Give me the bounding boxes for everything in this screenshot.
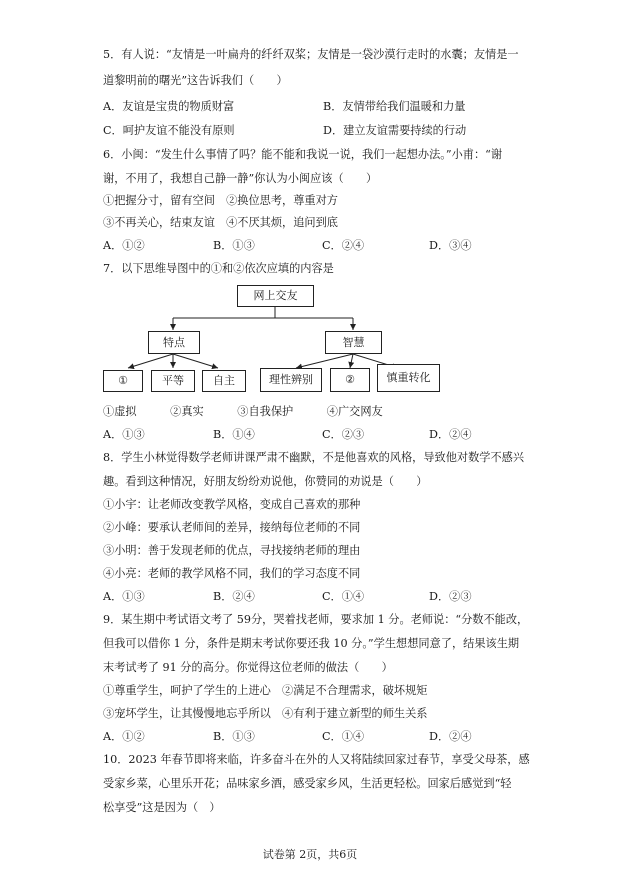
q8-line-2: 趣。看到这种情况，好朋友纷纷劝说他，你赞同的劝说是（ ） bbox=[103, 475, 428, 488]
q7-option-a: A．①③ bbox=[103, 428, 145, 441]
mindmap-blank-2: ② bbox=[330, 368, 370, 392]
q9-line-1: 9．某生期中考试语文考了 59分，哭着找老师，要求加 1 分。老师说：“分数不能改， bbox=[103, 613, 529, 626]
q6-option-b: B．①③ bbox=[213, 239, 255, 252]
q7-line-1: 7．以下思维导图中的①和②依次应填的内容是 bbox=[103, 262, 334, 275]
mindmap-equality: 平等 bbox=[151, 370, 195, 392]
arrow-to-left-child-3 bbox=[173, 354, 218, 368]
arrow-to-right-child-2 bbox=[350, 354, 353, 368]
mindmap-root: 网上交友 bbox=[237, 285, 314, 307]
q6-line-1: 6．小闽：“发生什么事情了吗？能不能和我说一说，我们一起想办法。”小甫：“谢 bbox=[103, 148, 503, 161]
q5-option-c: C．呵护友谊不能没有原则 bbox=[103, 124, 235, 137]
q8-statement-1: ①小宇：让老师改变教学风格，变成自己喜欢的那种 bbox=[103, 498, 361, 511]
q5-line-2: 道黎明前的曙光”这告诉我们（ ） bbox=[103, 74, 288, 87]
q5-line-1: 5．有人说：“友情是一叶扁舟的纤纤双桨；友情是一袋沙漠行走时的水囊；友情是一 bbox=[103, 48, 519, 61]
q9-option-c: C．①④ bbox=[322, 730, 365, 743]
q5-option-d: D．建立友谊需要持续的行动 bbox=[323, 124, 467, 137]
q7-option-d: D．②④ bbox=[429, 428, 472, 441]
q6-statement-3-4: ③不再关心，结束友谊 ④不厌其烦，追问到底 bbox=[103, 216, 338, 229]
q7-choices-line: ①虚拟 ②真实 ③自我保护 ④广交网友 bbox=[103, 405, 383, 418]
q9-option-d: D．②④ bbox=[429, 730, 472, 743]
q9-option-a: A．①② bbox=[103, 730, 145, 743]
q5-option-a: A．友谊是宝贵的物质财富 bbox=[103, 100, 235, 113]
q6-statement-1-2: ①把握分寸，留有空间 ②换位思考，尊重对方 bbox=[103, 194, 338, 207]
q8-option-d: D．②③ bbox=[429, 590, 472, 603]
arrow-to-right-child-1 bbox=[296, 354, 353, 368]
mindmap-autonomy: 自主 bbox=[202, 370, 246, 392]
mindmap-blank-1: ① bbox=[103, 370, 143, 392]
mindmap-careful-conversion: 慎重转化 bbox=[377, 364, 440, 392]
q9-statement-1-2: ①尊重学生，呵护了学生的上进心 ②满足不合理需求，破坏规矩 bbox=[103, 684, 428, 697]
q6-option-a: A．①② bbox=[103, 239, 145, 252]
page-footer: 试卷第 2页，共6页 bbox=[262, 848, 358, 861]
q9-line-2: 但我可以借你 1 分，条件是期末考试你要还我 10 分。”学生想想同意了，结果该生期 bbox=[103, 637, 520, 650]
mindmap-wisdom: 智慧 bbox=[325, 331, 382, 354]
q10-line-1: 10．2023 年春节即将来临，许多奋斗在外的人又将陆续回家过春节，享受父母茶，感 bbox=[103, 753, 530, 766]
q9-statement-3-4: ③宠坏学生，让其慢慢地忘乎所以 ④有利于建立新型的师生关系 bbox=[103, 707, 428, 720]
q9-line-3: 末考试考了 91 分的高分。你觉得这位老师的做法（ ） bbox=[103, 661, 393, 674]
q8-statement-3: ③小明：善于发现老师的优点，寻找接纳老师的理由 bbox=[103, 544, 361, 557]
q6-option-d: D．③④ bbox=[429, 239, 472, 252]
q8-statement-2: ②小峰：要承认老师间的差异，接纳每位老师的不同 bbox=[103, 521, 361, 534]
q10-line-2: 受家乡菜，心里乐开花；品味家乡酒，感受家乡风，生活更轻松。回家后感觉到“轻 bbox=[103, 777, 512, 790]
q7-option-b: B．①④ bbox=[213, 428, 255, 441]
q8-option-c: C．①④ bbox=[322, 590, 365, 603]
q7-option-c: C．②③ bbox=[322, 428, 365, 441]
mindmap-features: 特点 bbox=[148, 331, 200, 354]
q8-option-b: B．②④ bbox=[213, 590, 255, 603]
q8-statement-4: ④小亮：老师的教学风格不同，我们的学习态度不同 bbox=[103, 567, 361, 580]
q10-line-3: 松享受”这是因为（ ） bbox=[103, 801, 221, 814]
mindmap-rational-judgment: 理性辨别 bbox=[260, 368, 322, 392]
arrow-to-left-child-1 bbox=[128, 354, 173, 368]
q6-option-c: C．②④ bbox=[322, 239, 365, 252]
q8-line-1: 8．学生小林觉得数学老师讲课严肃不幽默，不是他喜欢的风格，导致他对数学不感兴 bbox=[103, 451, 525, 464]
q5-option-b: B．友情带给我们温暖和力量 bbox=[323, 100, 466, 113]
q9-option-b: B．①③ bbox=[213, 730, 255, 743]
q6-line-2: 谢，不用了，我想自己静一静”你认为小闽应该（ ） bbox=[103, 172, 378, 185]
q8-option-a: A．①③ bbox=[103, 590, 145, 603]
